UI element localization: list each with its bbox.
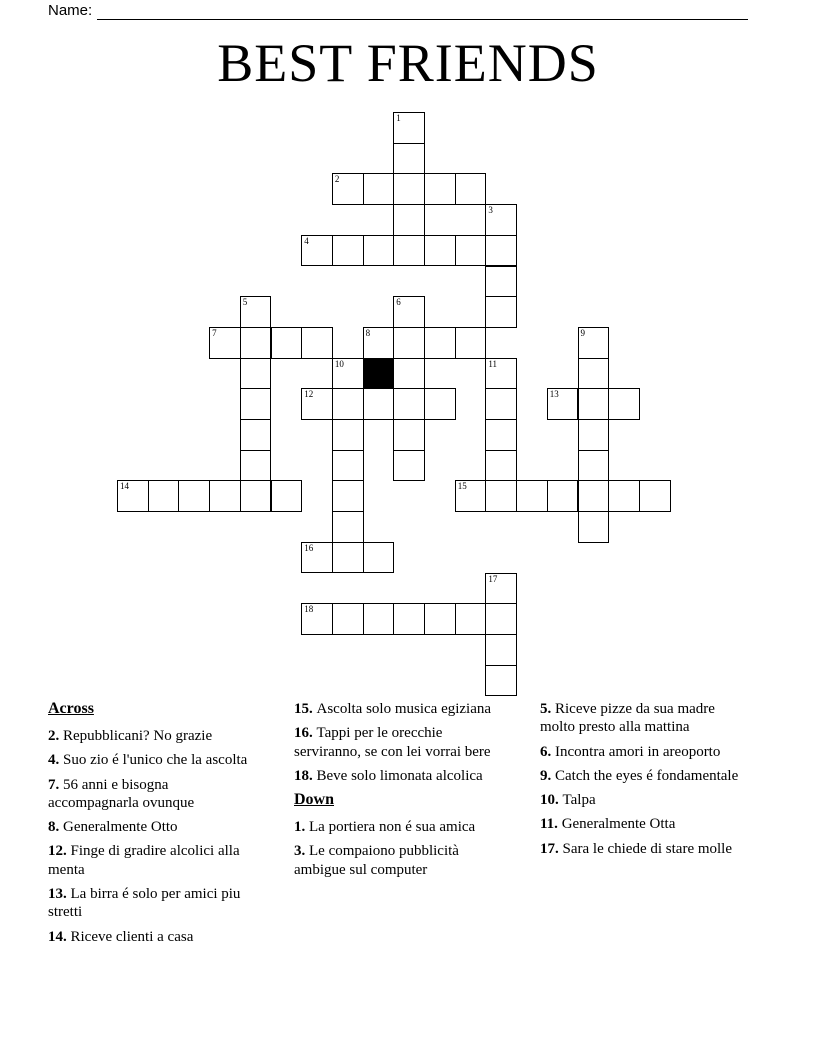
cell-number: 13 bbox=[549, 389, 559, 400]
clue-column bbox=[294, 700, 502, 952]
clue-item: 15. Ascolta solo musica egiziana bbox=[294, 701, 492, 717]
grid-cell[interactable] bbox=[209, 480, 241, 512]
cell-number: 5 bbox=[242, 297, 248, 308]
grid-cell[interactable] bbox=[209, 327, 241, 359]
grid-cell[interactable] bbox=[240, 419, 272, 451]
clues-section bbox=[48, 700, 770, 952]
cell-number: 2 bbox=[334, 174, 340, 185]
clue-number-label: 2. bbox=[48, 728, 63, 744]
grid-cell[interactable] bbox=[485, 358, 517, 390]
clue-number-label: 12. bbox=[48, 843, 71, 860]
cell-number: 9 bbox=[580, 327, 585, 338]
clue-item: 10. Talpa bbox=[540, 792, 596, 809]
clue-number-label: 16. bbox=[294, 725, 317, 742]
grid-cell[interactable] bbox=[485, 603, 517, 635]
grid-cell[interactable] bbox=[240, 327, 272, 359]
clue-item: 4. Suo zio é l'unico che la ascolta bbox=[48, 752, 248, 769]
grid-cell[interactable] bbox=[271, 480, 303, 512]
clue-item: 14. Riceve clienti a casa bbox=[48, 928, 194, 945]
clue-item: 11. Generalmente Otta bbox=[540, 816, 676, 833]
grid-cell[interactable] bbox=[393, 173, 425, 205]
grid-cell[interactable] bbox=[393, 143, 425, 175]
grid-cell[interactable] bbox=[455, 173, 487, 205]
grid-cell[interactable] bbox=[547, 388, 579, 420]
clue-item: 12. Finge di gradire alcolici alla menta bbox=[48, 843, 240, 878]
cell-number: 18 bbox=[304, 604, 314, 615]
cell-number: 17 bbox=[488, 573, 498, 584]
grid-cell[interactable] bbox=[363, 603, 395, 635]
grid-cell[interactable] bbox=[485, 266, 517, 298]
grid-cell[interactable] bbox=[393, 450, 425, 482]
grid-cell[interactable] bbox=[485, 204, 517, 236]
clue-item: 8. Generalmente Otto bbox=[48, 819, 178, 836]
grid-cell[interactable] bbox=[578, 419, 610, 451]
grid-cell[interactable] bbox=[455, 327, 487, 359]
grid-cell[interactable] bbox=[240, 450, 272, 482]
clue-item: 9. Catch the eyes é fondamentale bbox=[540, 767, 739, 784]
clue-item: 6. Incontra amori in areoporto bbox=[540, 743, 721, 760]
grid-cell[interactable] bbox=[301, 542, 333, 574]
grid-cell[interactable] bbox=[608, 388, 640, 420]
grid-cell[interactable] bbox=[485, 388, 517, 420]
grid-cell[interactable] bbox=[455, 235, 487, 267]
clue-number-label: 1. bbox=[294, 819, 309, 836]
grid-cell[interactable] bbox=[485, 235, 517, 267]
clue-section-header: Down bbox=[294, 791, 335, 809]
grid-cell[interactable] bbox=[332, 511, 364, 543]
cell-number: 7 bbox=[212, 327, 217, 338]
grid-cell[interactable] bbox=[363, 173, 395, 205]
grid-cell[interactable] bbox=[393, 235, 425, 267]
grid-cell[interactable] bbox=[608, 480, 640, 512]
grid-cell[interactable] bbox=[393, 603, 425, 635]
clue-number-label: 7. bbox=[48, 776, 63, 793]
clue-number-label: 18. bbox=[294, 767, 317, 784]
grid-cell[interactable] bbox=[363, 542, 395, 574]
cell-number: 6 bbox=[396, 297, 401, 308]
clue-number-label: 13. bbox=[48, 886, 71, 903]
grid-cell[interactable] bbox=[240, 480, 272, 512]
grid-cell[interactable] bbox=[332, 480, 364, 512]
name-label: Name: bbox=[48, 2, 93, 19]
grid-cell[interactable] bbox=[547, 480, 579, 512]
grid-cell[interactable] bbox=[424, 235, 456, 267]
grid-cell[interactable] bbox=[485, 450, 517, 482]
clue-number-label: 17. bbox=[540, 840, 563, 857]
clue-number-label: 3. bbox=[294, 843, 309, 860]
grid-cell[interactable] bbox=[240, 388, 272, 420]
clue-number-label: 5. bbox=[540, 701, 555, 717]
clue-section-header: Across bbox=[48, 700, 94, 717]
clue-item: 17. Sara le chiede di stare molle bbox=[540, 840, 733, 857]
grid-cell[interactable] bbox=[332, 388, 364, 420]
grid-cell[interactable] bbox=[578, 327, 610, 359]
grid-cell[interactable] bbox=[301, 327, 333, 359]
grid-cell[interactable] bbox=[301, 235, 333, 267]
grid-cell[interactable] bbox=[332, 450, 364, 482]
clue-item: 7. 56 anni e bisogna accompagnarla ovunque bbox=[48, 776, 195, 811]
grid-cell[interactable] bbox=[578, 388, 610, 420]
grid-cell[interactable] bbox=[485, 573, 517, 605]
cell-number: 10 bbox=[334, 358, 344, 369]
grid-cell[interactable] bbox=[485, 419, 517, 451]
grid-cell[interactable] bbox=[578, 480, 610, 512]
clue-item: 16. Tappi per le orecchie serviranno, se con lei vorrai bere bbox=[294, 725, 491, 760]
cell-number: 16 bbox=[304, 542, 314, 553]
clue-item: 2. Repubblicani? No grazie bbox=[48, 728, 213, 744]
grid-cell[interactable] bbox=[393, 388, 425, 420]
clue-number-label: 10. bbox=[540, 792, 563, 809]
grid-cell[interactable] bbox=[424, 173, 456, 205]
name-row bbox=[48, 2, 748, 20]
grid-cell[interactable] bbox=[240, 296, 272, 328]
grid-cell[interactable] bbox=[485, 665, 517, 697]
grid-cell[interactable] bbox=[363, 235, 395, 267]
grid-cell[interactable] bbox=[578, 358, 610, 390]
clue-column bbox=[48, 700, 256, 952]
clue-number-label: 15. bbox=[294, 701, 317, 717]
grid-cell[interactable] bbox=[332, 235, 364, 267]
grid-cell[interactable] bbox=[455, 480, 487, 512]
grid-cell[interactable] bbox=[393, 327, 425, 359]
cell-number: 11 bbox=[488, 358, 498, 369]
cell-number: 3 bbox=[488, 205, 493, 216]
cell-number: 15 bbox=[457, 481, 467, 492]
clue-item: 13. La birra é solo per amici piu stretti bbox=[48, 886, 241, 921]
clue-number-label: 9. bbox=[540, 767, 555, 784]
grid-cell[interactable] bbox=[639, 480, 671, 512]
cell-number: 14 bbox=[120, 481, 129, 492]
cell-number: 12 bbox=[304, 389, 314, 400]
clue-item: 18. Beve solo limonata alcolica bbox=[294, 767, 483, 784]
grid-cell[interactable] bbox=[178, 480, 210, 512]
clue-number-label: 14. bbox=[48, 928, 71, 945]
clue-number-label: 8. bbox=[48, 819, 63, 836]
grid-cell[interactable] bbox=[332, 603, 364, 635]
grid-cell[interactable] bbox=[424, 603, 456, 635]
grid-cell[interactable] bbox=[148, 480, 180, 512]
clue-item: 3. Le compaiono pubblicità ambigue sul computer bbox=[294, 843, 459, 878]
cell-number: 1 bbox=[396, 113, 401, 123]
grid-cell[interactable] bbox=[485, 480, 517, 512]
clue-item: 1. La portiera non é sua amica bbox=[294, 819, 476, 836]
grid-cell[interactable] bbox=[578, 511, 610, 543]
grid-cell[interactable] bbox=[393, 204, 425, 236]
grid-cell[interactable] bbox=[271, 327, 303, 359]
grid-cell[interactable] bbox=[393, 112, 425, 144]
grid-cell[interactable] bbox=[240, 358, 272, 390]
clue-number-label: 6. bbox=[540, 743, 555, 760]
grid-cell[interactable] bbox=[301, 603, 333, 635]
grid-cell[interactable] bbox=[332, 542, 364, 574]
grid-cell[interactable] bbox=[332, 358, 364, 390]
clue-number-label: 11. bbox=[540, 816, 562, 833]
grid-cell[interactable] bbox=[393, 296, 425, 328]
grid-cell[interactable] bbox=[455, 603, 487, 635]
clue-item: 5. Riceve pizze da sua madre molto presto alla mattina bbox=[540, 701, 715, 736]
grid-black-cell bbox=[363, 358, 395, 390]
grid-cell[interactable] bbox=[393, 419, 425, 451]
grid-cell[interactable] bbox=[424, 327, 456, 359]
cell-number: 8 bbox=[365, 327, 371, 338]
grid-cell[interactable] bbox=[332, 173, 364, 205]
grid-cell[interactable] bbox=[332, 419, 364, 451]
clue-column bbox=[540, 700, 748, 952]
grid-cell[interactable] bbox=[117, 480, 149, 512]
clue-number-label: 4. bbox=[48, 752, 63, 769]
grid-cell[interactable] bbox=[578, 450, 610, 482]
grid-cell[interactable] bbox=[516, 480, 548, 512]
cell-number: 4 bbox=[304, 235, 309, 246]
grid-cell[interactable] bbox=[485, 296, 517, 328]
grid-cell[interactable] bbox=[424, 388, 456, 420]
grid-cell[interactable] bbox=[485, 634, 517, 666]
grid-cell[interactable] bbox=[301, 388, 333, 420]
grid-cell[interactable] bbox=[363, 327, 395, 359]
name-input-line[interactable] bbox=[97, 3, 748, 20]
grid-cell[interactable] bbox=[363, 388, 395, 420]
grid-cell[interactable] bbox=[393, 358, 425, 390]
page-title: BEST FRIENDS bbox=[217, 33, 599, 93]
